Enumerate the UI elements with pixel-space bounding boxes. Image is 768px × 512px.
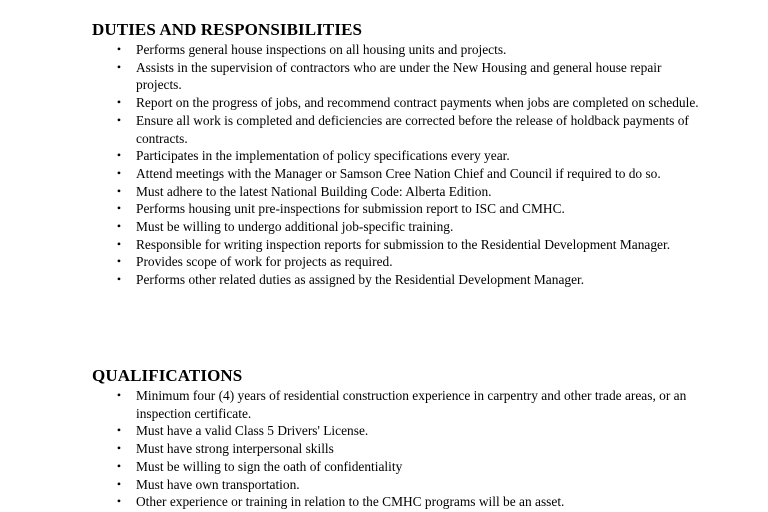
duty-text: Report on the progress of jobs, and recommend contract payments when jobs are completed on schedule.: [136, 95, 699, 111]
qualification-item: [112, 493, 702, 511]
qualification-item: [112, 440, 702, 458]
duty-item: [112, 218, 702, 236]
duty-item: [112, 94, 702, 112]
qualification-text: Must have own transportation.: [136, 476, 300, 492]
qualifications-heading: QUALIFICATIONS: [92, 366, 243, 385]
qualification-text: Other experience or training in relation to the CMHC programs will be an asset.: [136, 494, 565, 510]
duty-text: Attend meetings with the Manager or Samson Cree Nation Chief and Council if required to do so.: [136, 165, 661, 181]
duty-text: Must adhere to the latest National Building Code: Alberta Edition.: [136, 183, 492, 199]
duties-list: [112, 41, 702, 289]
duty-item: [112, 183, 702, 201]
duty-item: [112, 200, 702, 218]
qualification-text: Must be willing to sign the oath of confidentiality: [136, 458, 403, 474]
bullet-icon: •: [116, 254, 122, 269]
bullet-icon: •: [116, 423, 122, 438]
qualification-item: [112, 458, 702, 476]
duty-item: [112, 236, 702, 254]
bullet-icon: •: [116, 148, 122, 163]
qualifications-list: [112, 387, 702, 511]
bullet-icon: •: [116, 494, 122, 509]
qualification-text: Must have strong interpersonal skills: [136, 441, 334, 457]
qualification-item: [112, 476, 702, 494]
duty-text: Participates in the implementation of policy specifications every year.: [136, 148, 510, 164]
duty-text: Responsible for writing inspection reports for submission to the Residential Development Manager.: [136, 236, 671, 252]
duty-item: [112, 271, 702, 289]
duty-item: [112, 165, 702, 183]
bullet-icon: •: [116, 112, 122, 127]
duty-item: [112, 112, 702, 147]
bullet-icon: •: [116, 165, 122, 180]
bullet-icon: •: [116, 236, 122, 251]
bullet-icon: •: [116, 441, 122, 456]
qualification-item: [112, 422, 702, 440]
duty-text: Provides scope of work for projects as required.: [136, 254, 393, 270]
duty-item: [112, 147, 702, 165]
duty-item: [112, 41, 702, 59]
bullet-icon: •: [116, 201, 122, 216]
bullet-icon: •: [116, 388, 122, 402]
duty-item: [112, 253, 702, 271]
duty-text: Performs general house inspections on all housing units and projects.: [136, 42, 507, 57]
qualification-text: Must have a valid Class 5 Drivers' License.: [136, 423, 369, 439]
duty-item: [112, 59, 702, 94]
duty-text: Assists in the supervision of contractors who are under the New Housing and general house repair projects.: [136, 59, 662, 93]
duty-text: Ensure all work is completed and deficiencies are corrected before the release of holdback payments of contracts.: [136, 112, 689, 146]
duty-text: Must be willing to undergo additional job-specific training.: [136, 219, 454, 235]
qualification-item: [112, 387, 702, 422]
qualification-text: Minimum four (4) years of residential construction experience in carpentry and other trade areas, or an inspection certificate.: [136, 388, 687, 421]
bullet-icon: •: [116, 219, 122, 234]
bullet-icon: •: [116, 272, 122, 287]
duty-text: Performs other related duties as assigned by the Residential Development Manager.: [136, 272, 585, 288]
bullet-icon: •: [116, 476, 122, 491]
duties-heading: DUTIES AND RESPONSIBILITIES: [92, 20, 363, 39]
bullet-icon: •: [116, 183, 122, 198]
duty-text: Performs housing unit pre-inspections for submission report to ISC and CMHC.: [136, 201, 565, 217]
bullet-icon: •: [116, 42, 122, 56]
bullet-icon: •: [116, 95, 122, 110]
bullet-icon: •: [116, 59, 122, 74]
bullet-icon: •: [116, 458, 122, 473]
